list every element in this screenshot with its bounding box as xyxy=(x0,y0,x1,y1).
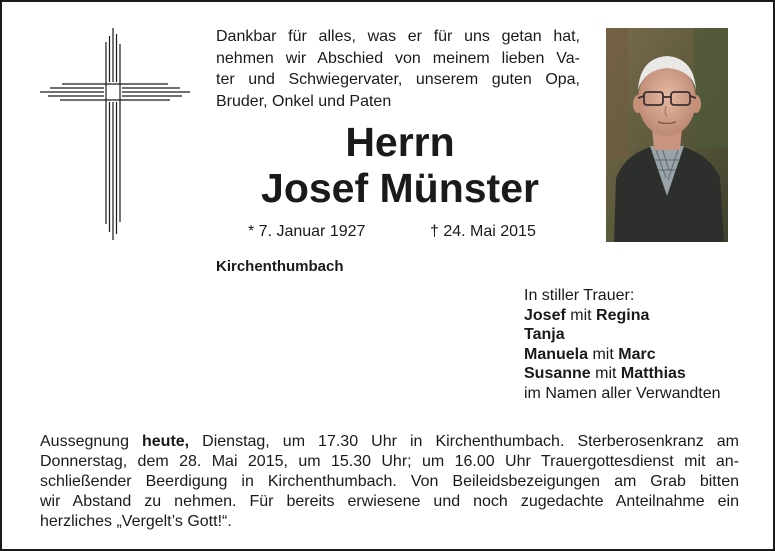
notice-line xyxy=(40,432,739,452)
intro-line: Dankbar für alles, was er für uns getan hat, xyxy=(216,28,580,45)
mourner-name: Susanne xyxy=(524,365,591,383)
list-item xyxy=(524,364,764,384)
funeral-notice xyxy=(40,432,739,532)
birth-date: * 7. Januar 1927 xyxy=(248,223,366,240)
mourners-closing: im Namen aller Verwandten xyxy=(524,384,721,402)
list-item xyxy=(524,325,764,345)
intro-line: ter und Schwiegervater, unserem guten Opa, xyxy=(216,71,580,88)
mourners-list xyxy=(524,286,764,404)
notice-text: Aussegnung xyxy=(40,433,142,450)
deceased-name: Josef Münster xyxy=(261,165,539,211)
place-name: Kirchenthumbach xyxy=(216,258,344,275)
notice-line: wir Abstand zu nehmen. Für bereits erwiesene und noch zugedachte Anteilnahme ein xyxy=(40,493,739,510)
notice-emphasis: heute, xyxy=(142,433,190,450)
list-item xyxy=(524,306,764,326)
death-date: † 24. Mai 2015 xyxy=(430,223,536,240)
notice-line: schließender Beerdigung in Kirchenthumbach. Von Beileidsbezeigungen am Grab bitten xyxy=(40,473,739,490)
cross-icon xyxy=(38,28,192,242)
notice-text: Dienstag, um 17.30 Uhr in Kirchenthumbach. Sterberosenkranz am xyxy=(189,433,739,450)
salutation: Herrn xyxy=(345,119,455,165)
connector: mit xyxy=(565,306,597,324)
intro-text xyxy=(216,26,580,112)
list-item xyxy=(524,345,764,365)
mourner-name: Josef xyxy=(524,306,566,324)
notice-line: herzliches „Vergelt’s Gott!“. xyxy=(40,513,232,530)
connector: mit xyxy=(588,345,619,363)
portrait-photo xyxy=(606,28,728,242)
mourner-name: Manuela xyxy=(524,345,589,363)
intro-line: nehmen wir Abschied von meinem lieben Va- xyxy=(216,49,580,67)
notice-line: Donnerstag, dem 28. Mai 2015, um 15.30 Uhr; um 16.00 Uhr Trauergottesdienst mit an- xyxy=(40,453,739,470)
connector: mit xyxy=(590,365,621,383)
mourner-partner: Marc xyxy=(618,345,656,363)
mourners-intro: In stiller Trauer: xyxy=(524,287,635,304)
deceased-name-block xyxy=(202,120,598,212)
mourner-partner: Matthias xyxy=(620,365,686,383)
mourner-partner: Regina xyxy=(596,306,650,324)
mourner-name: Tanja xyxy=(524,326,565,344)
intro-line: Bruder, Onkel und Paten xyxy=(216,92,392,110)
